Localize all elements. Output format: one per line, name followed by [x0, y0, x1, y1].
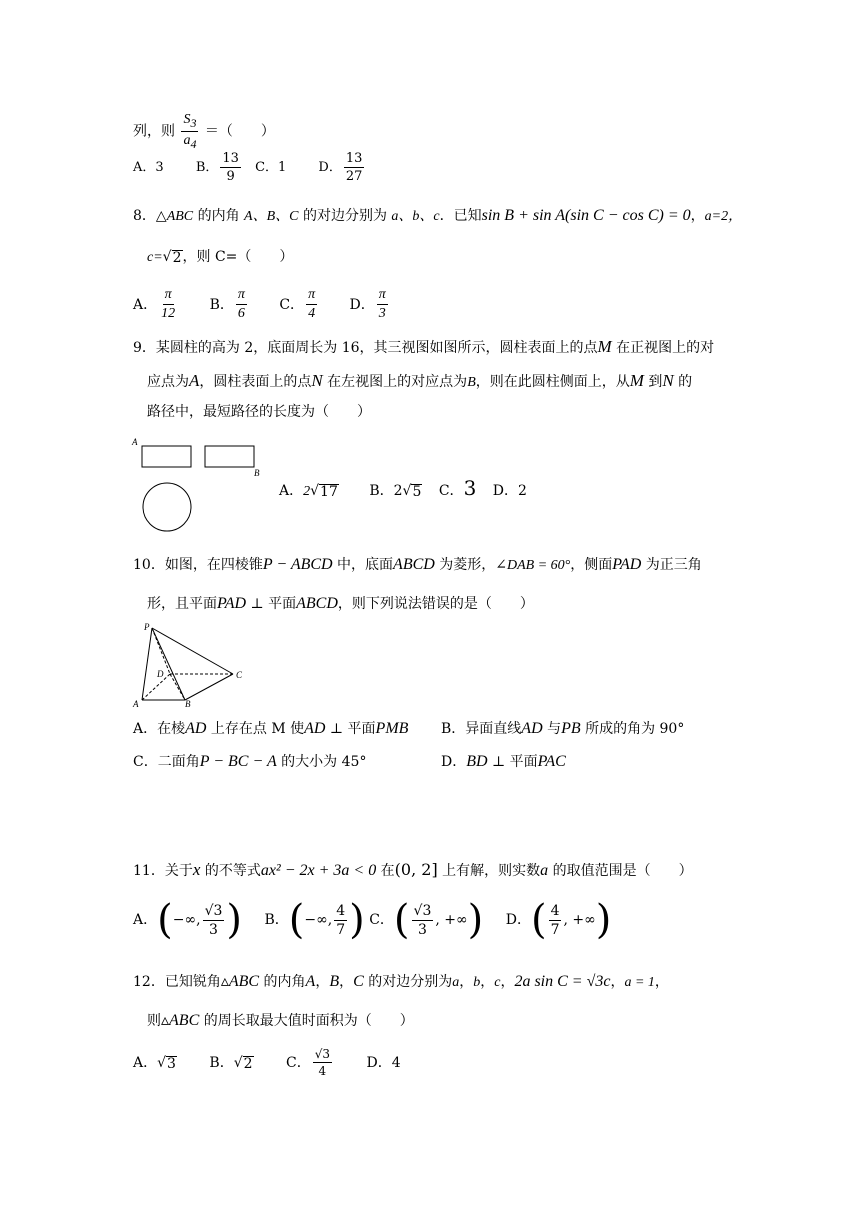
- q11-option-c[interactable]: C． ( $\frac{√3}{3}$ , +∞ ): [369, 897, 484, 943]
- q10-label-d: D: [157, 669, 164, 679]
- q11-option-d[interactable]: D． ( $\frac{4}{7}$ , +∞ ): [505, 897, 612, 943]
- q9-options: [279, 478, 527, 499]
- q7-options: [133, 152, 366, 183]
- q10-option-c[interactable]: C．二面角P − BC − A 的大小为 45°: [133, 753, 367, 770]
- q7-option-a[interactable]: A．3: [133, 160, 164, 175]
- q12-option-a[interactable]: A． √ 3: [133, 1054, 176, 1072]
- q9-top-view: [143, 483, 191, 531]
- q11-options: [133, 897, 612, 943]
- q9-three-view-figure: [130, 436, 270, 536]
- q8-option-a[interactable]: A． $\frac{\pi}{12}$: [133, 287, 176, 321]
- q9-option-d[interactable]: D．2: [492, 483, 527, 499]
- q10-label-c: C: [236, 670, 243, 680]
- q12-option-b[interactable]: B． √ 2: [209, 1054, 253, 1072]
- q9-option-c[interactable]: C．3: [438, 476, 477, 500]
- q12-option-d[interactable]: D．4: [366, 1054, 401, 1071]
- q8-option-b[interactable]: B． $\frac{\pi}{6}$: [209, 287, 245, 321]
- q7-fraction: $\frac{S_3}{a_4}$: [183, 112, 197, 151]
- q8-stem-line2: c= √ 2 ，则 C=（ ）: [147, 249, 294, 266]
- q12-options: [133, 1048, 401, 1077]
- q8-option-d[interactable]: D． $\frac{\pi}{3}$: [349, 287, 386, 321]
- q8-options: [133, 288, 390, 321]
- q10-option-b[interactable]: B．异面直线AD 与PB 所成的角为 90°: [441, 720, 685, 737]
- q9-label-a: A: [132, 437, 138, 447]
- q10-label-p: P: [144, 622, 150, 632]
- q7-stem: 列，则 $\frac{S_3}{a_4}$ ＝（ ）: [133, 112, 275, 151]
- q9-label-b: B: [254, 468, 260, 478]
- q9-option-a[interactable]: A．2 √ 17: [279, 483, 338, 500]
- q10-label-b: B: [185, 699, 191, 709]
- q12-stem-line2: 则▵ABC 的周长取最大值时面积为（ ）: [147, 1012, 414, 1029]
- q9-side-view: [205, 446, 254, 467]
- q10-stem-line1: 10．如图，在四棱锥P − ABCD 中，底面ABCD 为菱形，∠DAB = 60°，侧面PAD 为正三角: [133, 556, 702, 573]
- q9-stem-line2: 应点为A，圆柱表面上的点N 在左视图上的对应点为B，则在此圆柱侧面上，从M 到N 的: [147, 371, 693, 390]
- q11-option-a[interactable]: A． ( −∞, $\frac{√3}{3}$ ): [133, 897, 243, 943]
- q10-option-a[interactable]: A．在棱AD 上存在点 M 使AD ⊥ 平面PMB: [133, 720, 409, 737]
- q9-option-b[interactable]: B．2 √ 5: [369, 483, 422, 500]
- q7-option-c[interactable]: C．1: [255, 160, 287, 175]
- q8-option-c[interactable]: C． $\frac{\pi}{4}$: [279, 287, 316, 321]
- q12-option-c[interactable]: C． $\frac{√3}{4}$: [286, 1047, 331, 1078]
- q11-option-b[interactable]: B． ( −∞, $\frac{4}{7}$ ): [264, 897, 365, 943]
- q10-label-a: A: [133, 699, 139, 709]
- q7-option-b[interactable]: B． $\frac{13}{9}$: [195, 151, 239, 184]
- q9-stem-line1: 9．某圆柱的高为 2，底面周长为 16，其三视图如图所示，圆柱表面上的点M 在正视图上的对: [133, 337, 715, 356]
- q11-stem: 11．关于x 的不等式ax² − 2x + 3a < 0 在(0, 2] 上有解，则实数a 的取值范围是（ ）: [133, 860, 693, 879]
- q12-stem-line1: 12．已知锐角▵ABC 的内角A，B，C 的对边分别为a，b，c，2a sin C = √3c，a = 1，: [133, 973, 669, 990]
- q10-stem-line2: 形，且平面PAD ⊥ 平面ABCD，则下列说法错误的是（ ）: [147, 595, 534, 612]
- q8-stem-line1: 8．△ABC 的内角 A、B、C 的对边分别为 a、b、c．已知sin B + sin A(sin C − cos C) = 0，a=2，: [133, 207, 743, 224]
- q10-option-d[interactable]: D．BD ⊥ 平面PAC: [441, 753, 566, 770]
- q9-front-view: [142, 446, 191, 467]
- q7-option-d[interactable]: D． $\frac{13}{27}$: [318, 151, 363, 184]
- q9-stem-line3: 路径中，最短路径的长度为（ ）: [147, 404, 371, 420]
- q10-pyramid-figure: [130, 618, 250, 710]
